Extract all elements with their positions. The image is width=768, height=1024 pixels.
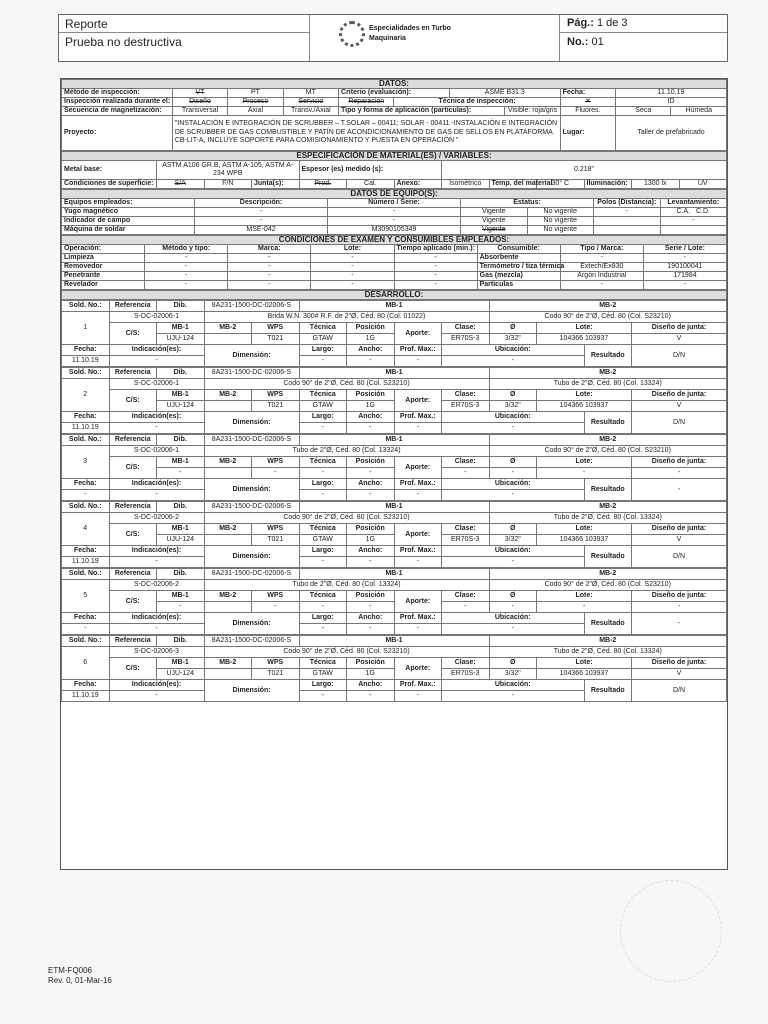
- mb2-value: [204, 334, 252, 345]
- dib-value: 8A231-1500-DC-02006-S: [204, 368, 299, 379]
- weld-number: 1: [62, 312, 110, 345]
- section-condiciones: CONDICIONES DE EXAMEN Y CONSUMIBLES EMPLEADOS:: [62, 236, 727, 245]
- ref-value: S-DC-02006-1: [109, 312, 204, 323]
- footer: [48, 966, 112, 986]
- junta-value: V: [632, 334, 727, 345]
- aporte-label: Aporte:: [394, 591, 442, 613]
- junta-value: -: [632, 468, 727, 479]
- transversal-option: Transversal: [172, 107, 227, 116]
- tecnica-value: GTAW: [299, 535, 347, 546]
- weld-block: Sold. No.: Referencia Dib. 8A231-1500-DC-02006-S MB-1 MB-2 6 S-DC-02006-3 Codo 90° de 2"Ø, Céd. 80 (Col. S23210) Tubo de 2"Ø, Céd. 80 (Col. 13324) C/S: MB-1 MB-2 WPS Técnica Posición Aporte: Clase: Ø Lote: Diseño de junta: UJU-124 T021 GTAW 1G ER70S-3 3/32" 104366 103937 V Fecha: Indicación(es): Dimensión: Largo: Ancho: Prof. Max.: Ubicación: Resultado D/N 11.10.19 - - - - -: [61, 635, 727, 702]
- wps-value: T021: [252, 334, 300, 345]
- mb1-desc: Codo 90° de 2"Ø, Céd. 80 (Col. S23210): [204, 513, 489, 524]
- weld-list: [61, 300, 727, 702]
- proceso-option: Proceso: [228, 98, 283, 107]
- ref-value: S-DC-02006-3: [109, 647, 204, 658]
- mb1-value: -: [157, 468, 205, 479]
- weld-number: 4: [62, 513, 110, 546]
- dib-value: 8A231-1500-DC-02006-S: [204, 569, 299, 580]
- clase-value: ER70S-3: [442, 535, 490, 546]
- diseno-option: Diseño: [172, 98, 227, 107]
- mb2-value: [204, 535, 252, 546]
- polos-header: Polos (Distancia):: [594, 199, 661, 208]
- weld-block: Sold. No.: Referencia Dib. 8A231-1500-DC-02006-S MB-1 MB-2 4 S-DC-02006-2 Codo 90° de 2"Ø, Céd. 80 (Col. S23210) Tubo de 2"Ø, Céd. 80 (Col. 13324) C/S: MB-1 MB-2 WPS Técnica Posición Aporte: Clase: Ø Lote: Diseño de junta: UJU-124 T021 GTAW 1G ER70S-3 3/32" 104366 103937 V Fecha: Indicación(es): Dimensión: Largo: Ancho: Prof. Max.: Ubicación: Resultado D/N 11.10.19 - - - - -: [61, 501, 727, 568]
- aporte-label: Aporte:: [394, 524, 442, 546]
- servicio-option: Servicio: [283, 98, 338, 107]
- secuencia-label: Secuencia de magnetización:: [62, 107, 173, 116]
- dib-label: Dib.: [157, 502, 205, 513]
- criterio-value: ASME B31.3: [449, 89, 560, 98]
- weld-number: 6: [62, 647, 110, 680]
- tecnica-struck: ✕: [560, 98, 615, 107]
- wps-value: T021: [252, 535, 300, 546]
- posicion-value: -: [347, 602, 395, 613]
- fecha-value: 11.10.19: [62, 557, 110, 568]
- ref-label: Referencia: [109, 368, 157, 379]
- clase-value: -: [442, 468, 490, 479]
- estatus-header: Estatus:: [461, 199, 594, 208]
- dib-label: Dib.: [157, 569, 205, 580]
- logo-icon: [339, 21, 365, 47]
- sold-label: Sold. No.:: [62, 368, 110, 379]
- junta-value: V: [632, 401, 727, 412]
- dib-value: 8A231-1500-DC-02006-S: [204, 502, 299, 513]
- mb2-header: MB-2: [489, 435, 727, 446]
- mb2-desc: Tubo de 2"Ø, Céd. 80 (Col. 13324): [489, 513, 727, 524]
- mb2-value: [204, 468, 252, 479]
- faded-stamp: [620, 880, 722, 982]
- page-number: Pág.: 1 de 3: [567, 17, 628, 29]
- resultado-value: D/N: [632, 345, 727, 367]
- clase-value: ER70S-3: [442, 401, 490, 412]
- phi-value: -: [489, 602, 537, 613]
- fecha-value: 11.10.19: [62, 423, 110, 434]
- junta-value: -: [632, 602, 727, 613]
- sa-option: S/A: [157, 180, 205, 189]
- mb1-header: MB-1: [299, 502, 489, 513]
- desarrollo-header: [61, 290, 727, 300]
- mb1-value: UJU-124: [157, 669, 205, 680]
- temp-value: 30° C: [537, 180, 585, 189]
- clase-value: -: [442, 602, 490, 613]
- posicion-value: 1G: [347, 401, 395, 412]
- cs-label: C/S:: [109, 457, 157, 479]
- inspeccion-label: Inspección realizada durante el:: [62, 98, 173, 107]
- header-divider: [309, 15, 310, 61]
- logo-text-line-1: Especialidades en Turbo: [369, 25, 451, 32]
- mb1-desc: Brida W.N. 300# R.F. de 2"Ø, Céd. 80 (Col. 01022): [204, 312, 489, 323]
- form-revision: Rev. 0, 01-Mar-16: [48, 976, 112, 985]
- mb1-header: MB-1: [299, 301, 489, 312]
- fecha-value: 11.10.19: [62, 356, 110, 367]
- material-table: [61, 151, 727, 189]
- fecha-value: -: [62, 490, 110, 501]
- mb2-header: MB-2: [489, 569, 727, 580]
- junta-label: Junta(s):: [252, 180, 300, 189]
- metal-label: Metal base:: [62, 161, 157, 180]
- mb1-header: MB-1: [299, 636, 489, 647]
- tecnica-value: GTAW: [299, 669, 347, 680]
- dib-label: Dib.: [157, 301, 205, 312]
- criterio-label: Criterio (evaluación):: [339, 89, 450, 98]
- mb1-value: UJU-124: [157, 401, 205, 412]
- wps-value: -: [252, 468, 300, 479]
- ref-label: Referencia: [109, 502, 157, 513]
- condicion-row: Limpieza - - - - Absorbente - -: [62, 254, 727, 263]
- company-logo: [339, 21, 451, 47]
- header-divider: [59, 32, 309, 33]
- tecnica-value: GTAW: [299, 401, 347, 412]
- report-header: [58, 14, 728, 62]
- mb2-desc: Tubo de 2"Ø, Céd. 80 (Col. 13324): [489, 647, 727, 658]
- tecnica-value: -: [299, 602, 347, 613]
- ref-label: Referencia: [109, 435, 157, 446]
- report-title: Reporte: [65, 17, 108, 31]
- ilum-label: Iluminación:: [584, 180, 632, 189]
- metal-value: ASTM A106 GR.B, ASTM A-105, ASTM A-234 WPB: [157, 161, 300, 180]
- form-code: ETM-FQ006: [48, 966, 93, 975]
- numero-header: Número / Serie:: [328, 199, 461, 208]
- mb1-desc: Codo 90° de 2"Ø, Céd. 80 (Col. S23210): [204, 647, 489, 658]
- phi-value: 3/32": [489, 669, 537, 680]
- vt-option: VT: [172, 89, 227, 98]
- junta-value: V: [632, 535, 727, 546]
- aporte-label: Aporte:: [394, 390, 442, 412]
- section-datos: DATOS:: [62, 80, 727, 89]
- weld-block: Sold. No.: Referencia Dib. 8A231-1500-DC-02006-S MB-1 MB-2 5 S-DC-02006-2 Tubo de 2"Ø, Céd. 80 (Col. 13324) Codo 90° de 2"Ø, Céd. 80 (Col. S23210) C/S: MB-1 MB-2 WPS Técnica Posición Aporte: Clase: Ø Lote: Diseño de junta: - - - - - - - - Fecha: Indicación(es): Dimensión: Largo: Ancho: Prof. Max.: Ubicación: Resultado - - - - - - -: [61, 568, 727, 635]
- condiciones-label: Condiciones de superficie:: [62, 180, 157, 189]
- wps-value: T021: [252, 401, 300, 412]
- mb2-desc: Codo 90° de 2"Ø, Céd. 80 (Col. S23210): [489, 446, 727, 457]
- equipos-table: [61, 189, 727, 235]
- weld-number: 5: [62, 580, 110, 613]
- condicion-row: Removedor - - - - Termómetro / tiza térmica Extech/Ex830 190100041: [62, 263, 727, 272]
- fluores-option: Fluores.: [560, 107, 615, 116]
- section-material: ESPECIFICACIÓN DE MATERIAL(ES) / VARIABLES:: [62, 152, 727, 161]
- weld-block: Sold. No.: Referencia Dib. 8A231-1500-DC-02006-S MB-1 MB-2 2 S-DC-02006-1 Codo 90° de 2"Ø, Céd. 80 (Col. S23210) Tubo de 2"Ø, Céd. 80 (Col. 13324) C/S: MB-1 MB-2 WPS Técnica Posición Aporte: Clase: Ø Lote: Diseño de junta: UJU-124 T021 GTAW 1G ER70S-3 3/32" 104366 103937 V Fecha: Indicación(es): Dimensión: Largo: Ancho: Prof. Max.: Ubicación: Resultado D/N 11.10.19 - - - - -: [61, 367, 727, 434]
- report-subtitle: Prueba no destructiva: [65, 35, 182, 49]
- mb2-header: MB-2: [489, 301, 727, 312]
- dib-label: Dib.: [157, 636, 205, 647]
- mt-option: MT: [283, 89, 338, 98]
- reparacion-option: Reparación: [339, 98, 394, 107]
- clase-value: ER70S-3: [442, 334, 490, 345]
- header-divider: [559, 32, 727, 33]
- aporte-label: Aporte:: [394, 323, 442, 345]
- mb1-desc: Codo 90° de 2"Ø, Céd. 80 (Col. S23210): [204, 379, 489, 390]
- weld-block: Sold. No.: Referencia Dib. 8A231-1500-DC-02006-S MB-1 MB-2 3 S-DC-02006-1 Tubo de 2"Ø, Céd. 80 (Col. 13324) Codo 90° de 2"Ø, Céd. 80 (Col. S23210) C/S: MB-1 MB-2 WPS Técnica Posición Aporte: Clase: Ø Lote: Diseño de junta: - - - - - - - - Fecha: Indicación(es): Dimensión: Largo: Ancho: Prof. Max.: Ubicación: Resultado - - - - - - -: [61, 434, 727, 501]
- levantamiento-header: Levantamiento:: [660, 199, 727, 208]
- proyecto-value: "INSTALACIÓN E INTEGRACIÓN DE SCRUBBER – T.SOLAR – 00411; SOLAR - 00411 -INSTALACIÓN E INTEGRACIÓN DE SCRUBBER DE GAS COMBUSTIBLE Y PATÍN DE ACONDICIONAMIENTO DE GAS DE SELLOS EN PLATAFORMA CB-LIT-A, INCLUYE SOPORTE PARA COMISIONAMIENTO Y PUESTA EN OPERACIÓN ": [172, 116, 560, 151]
- mb1-value: -: [157, 602, 205, 613]
- ilum-value: 1300 lx: [632, 180, 680, 189]
- weld-block: Sold. No.: Referencia Dib. 8A231-1500-DC-02006-S MB-1 MB-2 1 S-DC-02006-1 Brida W.N. 300# R.F. de 2"Ø, Céd. 80 (Col. 01022) Codo 90° de 2"Ø, Céd. 80 (Col. S23210) C/S: MB-1 MB-2 WPS Técnica Posición Aporte: Clase: Ø Lote: Diseño de junta: UJU-124 T021 GTAW 1G ER70S-3 3/32" 104366 103937 V Fecha: Indicación(es): Dimensión: Largo: Ancho: Prof. Max.: Ubicación: Resultado D/N 11.10.19 - - - - -: [61, 300, 727, 367]
- report-sheet: [60, 78, 728, 870]
- tecnica-label: Técnica de inspección:: [394, 98, 560, 107]
- section-desarrollo: DESARROLLO:: [62, 291, 727, 300]
- fecha-value: 11.10.19: [62, 691, 110, 702]
- temp-label: Temp. del material: [489, 180, 537, 189]
- phi-value: -: [489, 468, 537, 479]
- header-divider: [559, 15, 560, 61]
- condicion-row: Penetrante - - - - Gas (mezcla) Argón Industrial 171984: [62, 272, 727, 281]
- resultado-value: D/N: [632, 680, 727, 702]
- equipo-row: Yugo magnético - - Vigente No vigente - C.A. C.D.: [62, 208, 727, 217]
- metodo-label: Método de inspección:: [62, 89, 173, 98]
- lote-value: -: [537, 468, 632, 479]
- espesor-value: 0.218": [442, 161, 727, 180]
- tecnica-value: GTAW: [299, 334, 347, 345]
- dib-value: 8A231-1500-DC-02006-S: [204, 636, 299, 647]
- resultado-value: -: [632, 613, 727, 635]
- wps-value: -: [252, 602, 300, 613]
- mb2-header: MB-2: [489, 368, 727, 379]
- cs-label: C/S:: [109, 524, 157, 546]
- ref-label: Referencia: [109, 301, 157, 312]
- ref-value: S-DC-02006-2: [109, 513, 204, 524]
- aporte-label: Aporte:: [394, 457, 442, 479]
- dib-value: 8A231-1500-DC-02006-S: [204, 435, 299, 446]
- condiciones-table: CONDICIONES DE EXAMEN Y CONSUMIBLES EMPLEADOS: Operación: Método y tipo: Marca: Lote: Tiempo aplicado (min.): Consumible: Tipo / Marca: Serie / Lote: Limpieza - - - - Absorbente - - Removedor - - - - Termómetro / tiza térmica Extech/Ex830 190100041 Penetrante - - - - Gas (mezcla) Argón Industrial 171984 Revelador - - - - Partículas - -: [61, 235, 727, 290]
- posicion-value: 1G: [347, 535, 395, 546]
- mb2-desc: Codo 90° de 2"Ø, Céd. 80 (Col. S23210): [489, 580, 727, 591]
- tipo-label: Tipo y forma de aplicación (partículas):: [339, 107, 505, 116]
- cal-option: Cal.: [347, 180, 395, 189]
- ref-label: Referencia: [109, 636, 157, 647]
- uv-option: UV: [679, 180, 727, 189]
- mb2-value: [204, 669, 252, 680]
- lote-value: 104366 103937: [537, 334, 632, 345]
- lugar-label: Lugar:: [560, 116, 615, 151]
- sold-label: Sold. No.:: [62, 435, 110, 446]
- axial-option: Axial: [228, 107, 283, 116]
- mb1-value: UJU-124: [157, 334, 205, 345]
- sold-label: Sold. No.:: [62, 636, 110, 647]
- sold-label: Sold. No.:: [62, 569, 110, 580]
- sold-label: Sold. No.:: [62, 301, 110, 312]
- wps-value: T021: [252, 669, 300, 680]
- lote-value: 104366 103937: [537, 401, 632, 412]
- mb2-value: [204, 602, 252, 613]
- lote-value: 104366 103937: [537, 669, 632, 680]
- junta-value: V: [632, 669, 727, 680]
- dib-label: Dib.: [157, 368, 205, 379]
- dib-label: Dib.: [157, 435, 205, 446]
- logo-text-line-2: Maquinaria: [369, 35, 406, 42]
- ref-value: S-DC-02006-2: [109, 580, 204, 591]
- report-number: No.: 01: [567, 36, 604, 48]
- mb1-value: UJU-124: [157, 535, 205, 546]
- transv-axial-option: Transv./Axial: [283, 107, 338, 116]
- sold-label: Sold. No.:: [62, 502, 110, 513]
- mb2-value: [204, 401, 252, 412]
- condicion-row: Revelador - - - - Partículas - -: [62, 281, 727, 290]
- tecnica-value: -: [299, 468, 347, 479]
- cs-label: C/S:: [109, 658, 157, 680]
- fecha-label: Fecha:: [560, 89, 615, 98]
- mb2-header: MB-2: [489, 502, 727, 513]
- cs-label: C/S:: [109, 390, 157, 412]
- posicion-value: 1G: [347, 669, 395, 680]
- resultado-value: -: [632, 479, 727, 501]
- weld-number: 2: [62, 379, 110, 412]
- descripcion-header: Descripción:: [195, 199, 328, 208]
- fn-option: F/N: [204, 180, 252, 189]
- clase-value: ER70S-3: [442, 669, 490, 680]
- visible-option: Visible: roja/gris: [505, 107, 560, 116]
- cs-label: C/S:: [109, 323, 157, 345]
- pt-option: PT: [228, 89, 283, 98]
- mb1-desc: Tubo de 2"Ø, Céd. 80 (Col. 13324): [204, 446, 489, 457]
- section-equipos: DATOS DE EQUIPO(S):: [62, 190, 727, 199]
- anexo-value: Isométrico: [442, 180, 490, 189]
- humeda-option: Húmeda: [671, 107, 727, 116]
- mb1-header: MB-1: [299, 569, 489, 580]
- ref-value: S-DC-02006-1: [109, 379, 204, 390]
- mb1-desc: Tubo de 2"Ø, Céd. 80 (Col. 13324): [204, 580, 489, 591]
- phi-value: 3/32": [489, 334, 537, 345]
- tecnica-value: ID: [616, 98, 727, 107]
- mb2-header: MB-2: [489, 636, 727, 647]
- cs-label: C/S:: [109, 591, 157, 613]
- resultado-value: D/N: [632, 412, 727, 434]
- mb1-header: MB-1: [299, 435, 489, 446]
- mb2-desc: Tubo de 2"Ø, Céd. 80 (Col. 13324): [489, 379, 727, 390]
- fecha-value: -: [62, 624, 110, 635]
- seca-option: Seca: [616, 107, 671, 116]
- datos-table: [61, 79, 727, 151]
- prod-option: Prod.: [299, 180, 347, 189]
- espesor-label: Espesor (es) medido (s):: [299, 161, 442, 180]
- lugar-value: Taller de prefabricado: [616, 116, 727, 151]
- phi-value: 3/32": [489, 401, 537, 412]
- posicion-value: 1G: [347, 334, 395, 345]
- lote-value: -: [537, 602, 632, 613]
- resultado-value: D/N: [632, 546, 727, 568]
- anexo-label: Anexo:: [394, 180, 442, 189]
- mb1-header: MB-1: [299, 368, 489, 379]
- weld-number: 3: [62, 446, 110, 479]
- dib-value: 8A231-1500-DC-02006-S: [204, 301, 299, 312]
- equipos-header: Equipos empleados:: [62, 199, 195, 208]
- mb2-desc: Codo 90° de 2"Ø, Céd. 80 (Col. S23210): [489, 312, 727, 323]
- fecha-value: 11.10.19: [616, 89, 727, 98]
- ref-label: Referencia: [109, 569, 157, 580]
- posicion-value: -: [347, 468, 395, 479]
- proyecto-label: Proyecto:: [62, 116, 173, 151]
- equipo-row: Indicador de campo - - Vigente No vigente -: [62, 217, 727, 226]
- aporte-label: Aporte:: [394, 658, 442, 680]
- phi-value: 3/32": [489, 535, 537, 546]
- equipo-row: Máquina de soldar MSE-042 M3090105349 Vigente No vigente: [62, 226, 727, 235]
- lote-value: 104366 103937: [537, 535, 632, 546]
- ref-value: S-DC-02006-1: [109, 446, 204, 457]
